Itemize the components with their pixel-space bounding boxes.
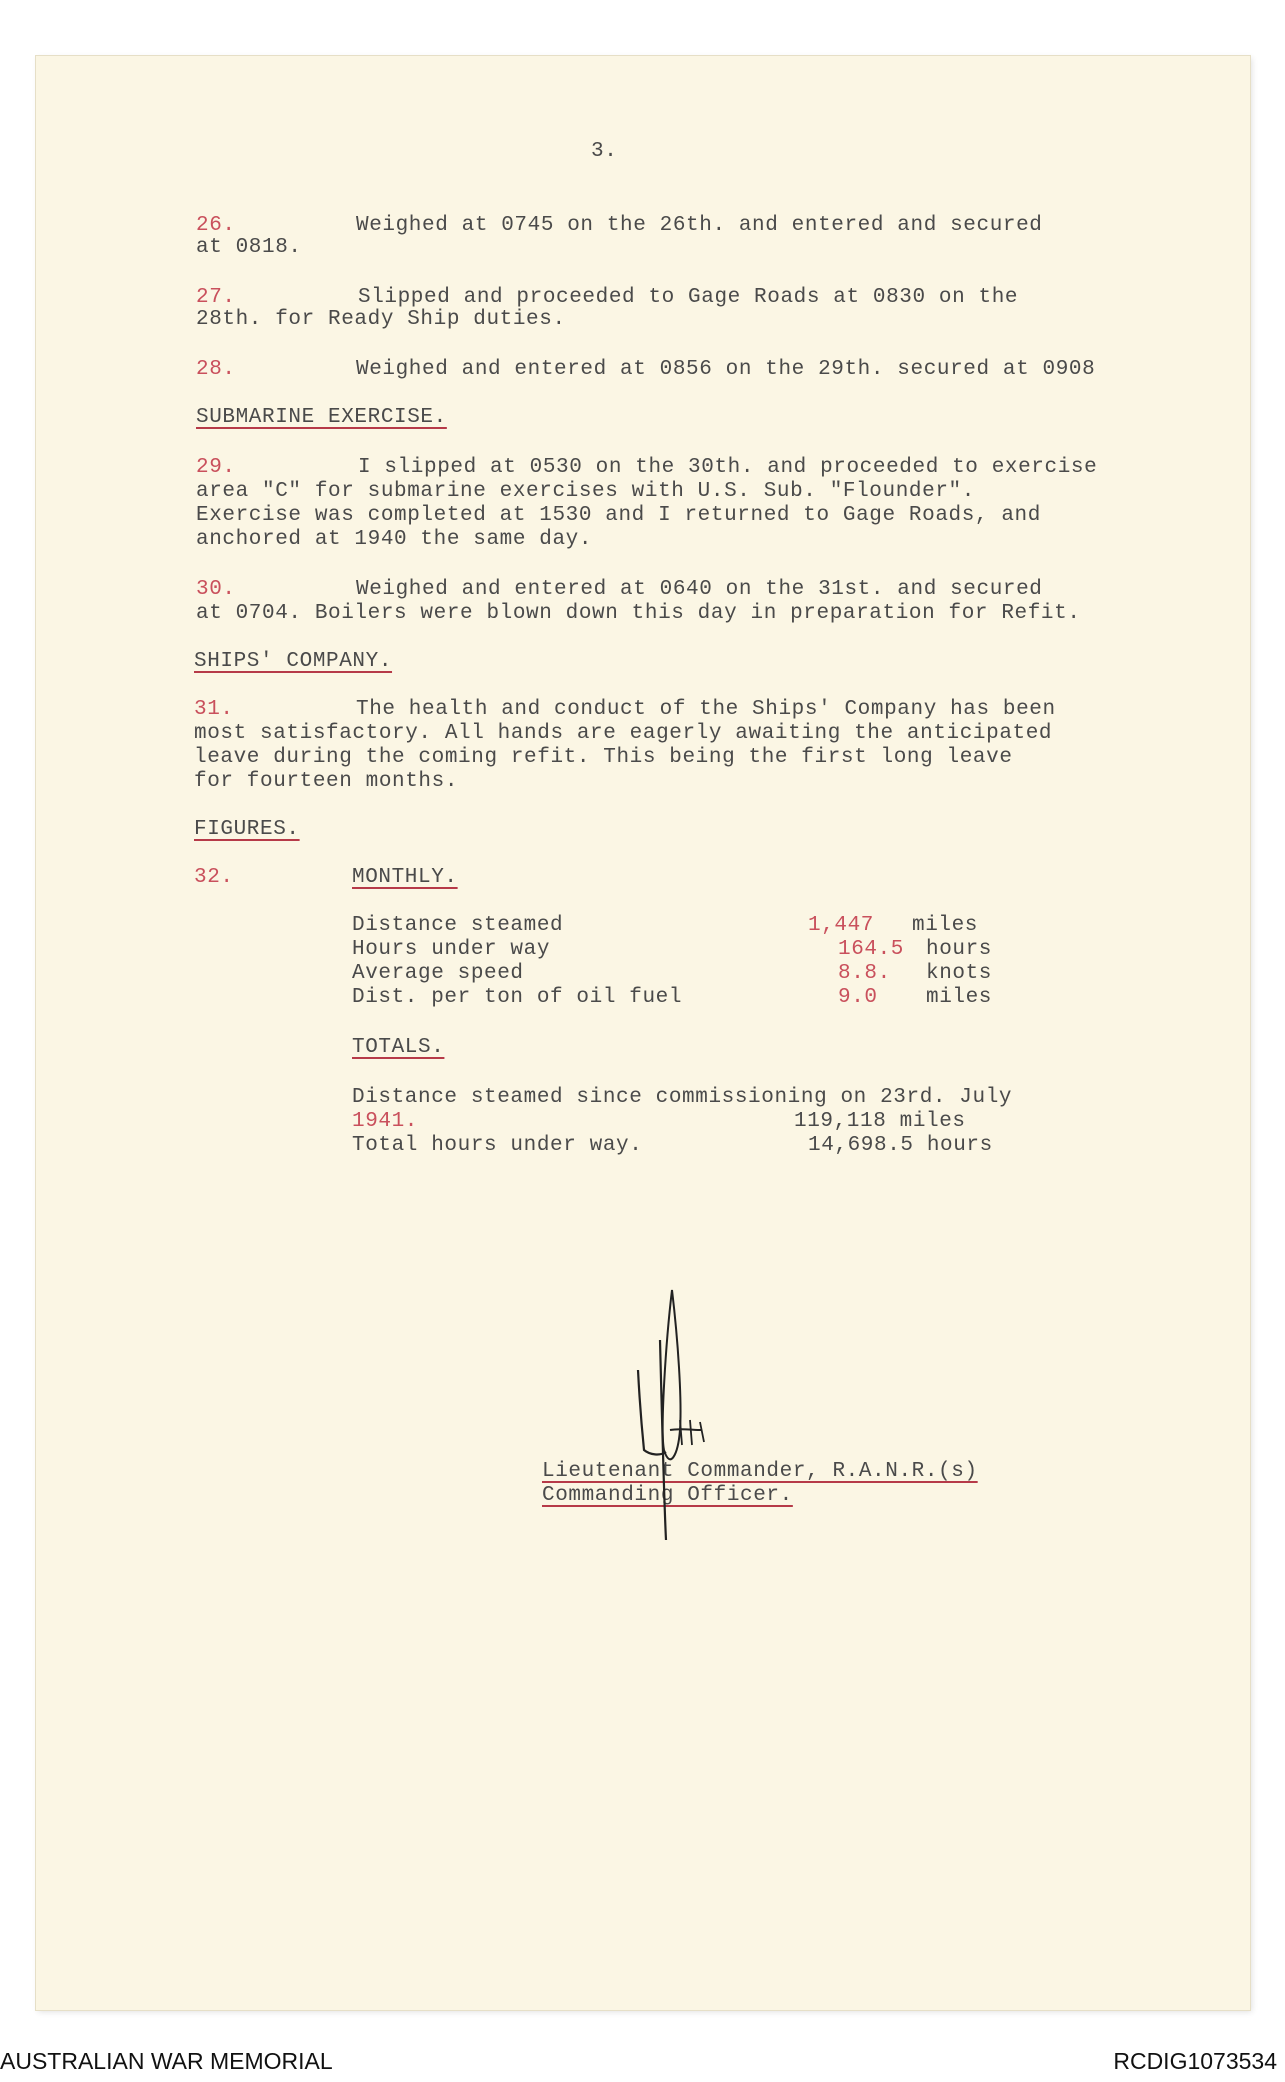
monthly-row-3-value: 8.8. — [838, 962, 891, 985]
footer-item-id: RCDIG1073534 — [1113, 2048, 1277, 2074]
heading-figures: FIGURES. — [194, 818, 300, 841]
page-number: 3. — [591, 140, 618, 163]
para-28-line-1: Weighed and entered at 0856 on the 29th. secured at 0908 — [356, 358, 1096, 381]
signature-title: Commanding Officer. — [542, 1484, 793, 1507]
para-29-line-4: anchored at 1940 the same day. — [196, 528, 593, 551]
para-31-number: 31. — [194, 698, 234, 721]
monthly-row-1-label: Distance steamed — [352, 914, 564, 937]
para-31-line-2: most satisfactory. All hands are eagerly awaiting the anticipated — [194, 722, 1053, 745]
para-31-line-3: leave during the coming refit. This being the first long leave — [194, 746, 1013, 769]
monthly-row-2-label: Hours under way — [352, 938, 551, 961]
monthly-row-4-value: 9.0 — [838, 986, 878, 1009]
para-30-line-2: at 0704. Boilers were blown down this day in preparation for Refit. — [196, 602, 1081, 625]
signature-rank: Lieutenant Commander, R.A.N.R.(s) — [542, 1460, 978, 1483]
para-27-number: 27. — [196, 286, 236, 309]
heading-submarine-exercise: SUBMARINE EXERCISE. — [196, 406, 447, 429]
para-32-number: 32. — [194, 866, 234, 889]
para-29-number: 29. — [196, 456, 236, 479]
monthly-row-3-label: Average speed — [352, 962, 524, 985]
totals-year: 1941. — [352, 1110, 419, 1133]
footer-archive-name: AUSTRALIAN WAR MEMORIAL — [0, 2048, 333, 2074]
monthly-row-1-unit: miles — [912, 914, 979, 937]
heading-monthly: MONTHLY. — [352, 866, 458, 889]
para-30-number: 30. — [196, 578, 236, 601]
monthly-row-2-unit: hours — [926, 938, 993, 961]
para-29-line-3: Exercise was completed at 1530 and I returned to Gage Roads, and — [196, 504, 1041, 527]
document-page — [36, 56, 1250, 2010]
totals-distance: 119,118 miles — [794, 1110, 966, 1133]
para-26-line-2: at 0818. — [196, 236, 302, 259]
para-29-line-2: area "C" for submarine exercises with U.S. Sub. "Flounder". — [196, 480, 975, 503]
para-26-number: 26. — [196, 214, 236, 237]
heading-totals: TOTALS. — [352, 1036, 445, 1059]
totals-hours: 14,698.5 hours — [808, 1134, 993, 1157]
monthly-row-2-value: 164.5 — [838, 938, 905, 961]
para-29-line-1: I slipped at 0530 on the 30th. and proceeded to exercise — [358, 456, 1098, 479]
heading-ships-company: SHIPS' COMPANY. — [194, 650, 393, 673]
para-27-line-2: 28th. for Ready Ship duties. — [196, 308, 566, 331]
para-30-line-1: Weighed and entered at 0640 on the 31st. and secured — [356, 578, 1043, 601]
para-28-number: 28. — [196, 358, 236, 381]
totals-hours-label: Total hours under way. — [352, 1134, 643, 1157]
totals-line-1: Distance steamed since commissioning on 23rd. July — [352, 1086, 1013, 1109]
monthly-row-4-unit: miles — [926, 986, 993, 1009]
monthly-row-1-value: 1,447 — [808, 914, 875, 937]
para-27-line-1: Slipped and proceeded to Gage Roads at 0830 on the — [358, 286, 1019, 309]
para-31-line-1: The health and conduct of the Ships' Company has been — [356, 698, 1056, 721]
para-31-line-4: for fourteen months. — [194, 770, 459, 793]
monthly-row-4-label: Dist. per ton of oil fuel — [352, 986, 683, 1009]
para-26-line-1: Weighed at 0745 on the 26th. and entered and secured — [356, 214, 1043, 237]
monthly-row-3-unit: knots — [926, 962, 993, 985]
handwritten-signature — [620, 1280, 770, 1560]
